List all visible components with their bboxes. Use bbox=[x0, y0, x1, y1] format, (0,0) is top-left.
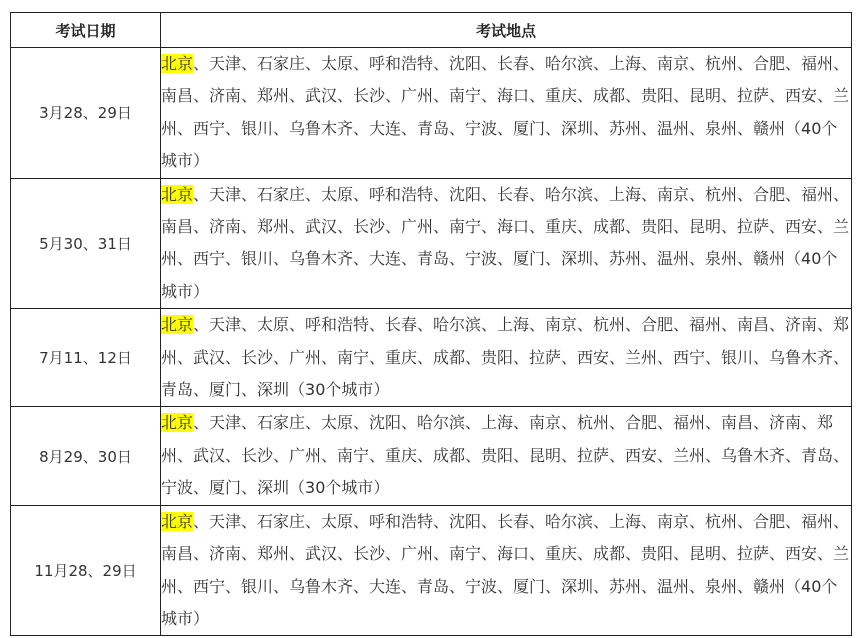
exam-location-cell bbox=[161, 309, 852, 407]
table-row bbox=[11, 178, 852, 309]
city-count: （40个城市） bbox=[161, 576, 838, 628]
city-list: 、天津、石家庄、太原、沈阳、哈尔滨、上海、南京、杭州、合肥、福州、南昌、济南、郑州、武汉、长沙、广州、南宁、重庆、成都、贵阳、昆明、拉萨、西安、兰州、乌鲁木齐、青岛、宁波、厦门、深圳 bbox=[161, 413, 850, 498]
exam-date-cell: 5月30、31日 bbox=[11, 178, 161, 309]
table-row bbox=[11, 309, 852, 407]
city-list: 、天津、石家庄、太原、呼和浩特、沈阳、长春、哈尔滨、上海、南京、杭州、合肥、福州、南昌、济南、郑州、武汉、长沙、广州、南宁、海口、重庆、成都、贵阳、昆明、拉萨、西安、兰州、西宁、银川、乌鲁木齐、大连、青岛、宁波、厦门、深圳、苏州、温州、泉州、赣州 bbox=[161, 54, 850, 138]
exam-location-cell bbox=[161, 407, 852, 505]
city-count: （30个城市） bbox=[289, 380, 390, 400]
highlighted-city: 北京 bbox=[161, 315, 194, 335]
city-count: （40个城市） bbox=[161, 118, 838, 171]
table-header-row bbox=[11, 13, 852, 48]
exam-schedule-table bbox=[10, 12, 852, 636]
exam-date-cell: 8月29、30日 bbox=[11, 407, 161, 505]
highlighted-city: 北京 bbox=[161, 54, 194, 73]
city-list: 、天津、石家庄、太原、呼和浩特、沈阳、长春、哈尔滨、上海、南京、杭州、合肥、福州、南昌、济南、郑州、武汉、长沙、广州、南宁、海口、重庆、成都、贵阳、昆明、拉萨、西安、兰州、西宁、银川、乌鲁木齐、大连、青岛、宁波、厦门、深圳、苏州、温州、泉州、赣州 bbox=[161, 511, 850, 596]
table-row bbox=[11, 407, 852, 505]
city-list: 、天津、石家庄、太原、呼和浩特、沈阳、长春、哈尔滨、上海、南京、杭州、合肥、福州、南昌、济南、郑州、武汉、长沙、广州、南宁、海口、重庆、成都、贵阳、昆明、拉萨、西安、兰州、西宁、银川、乌鲁木齐、大连、青岛、宁波、厦门、深圳、苏州、温州、泉州、赣州 bbox=[161, 184, 850, 269]
highlighted-city: 北京 bbox=[161, 511, 194, 531]
exam-date-cell: 7月11、12日 bbox=[11, 309, 161, 407]
exam-location-cell bbox=[161, 505, 852, 636]
highlighted-city: 北京 bbox=[161, 184, 194, 204]
exam-date-cell: 3月28、29日 bbox=[11, 48, 161, 179]
exam-date-cell: 11月28、29日 bbox=[11, 505, 161, 636]
exam-location-cell bbox=[161, 178, 852, 309]
city-count: （40个城市） bbox=[161, 249, 838, 301]
city-list: 、天津、太原、呼和浩特、长春、哈尔滨、上海、南京、杭州、合肥、福州、南昌、济南、郑州、武汉、长沙、广州、南宁、重庆、成都、贵阳、拉萨、西安、兰州、西宁、银川、乌鲁木齐、青岛、厦门、深圳 bbox=[161, 315, 850, 400]
header-exam-date: 考试日期 bbox=[11, 13, 161, 48]
table-row bbox=[11, 48, 852, 179]
exam-location-cell bbox=[161, 48, 852, 179]
highlighted-city: 北京 bbox=[161, 413, 194, 433]
city-count: （30个城市） bbox=[289, 478, 390, 498]
header-exam-location: 考试地点 bbox=[161, 13, 852, 48]
table-row bbox=[11, 505, 852, 636]
